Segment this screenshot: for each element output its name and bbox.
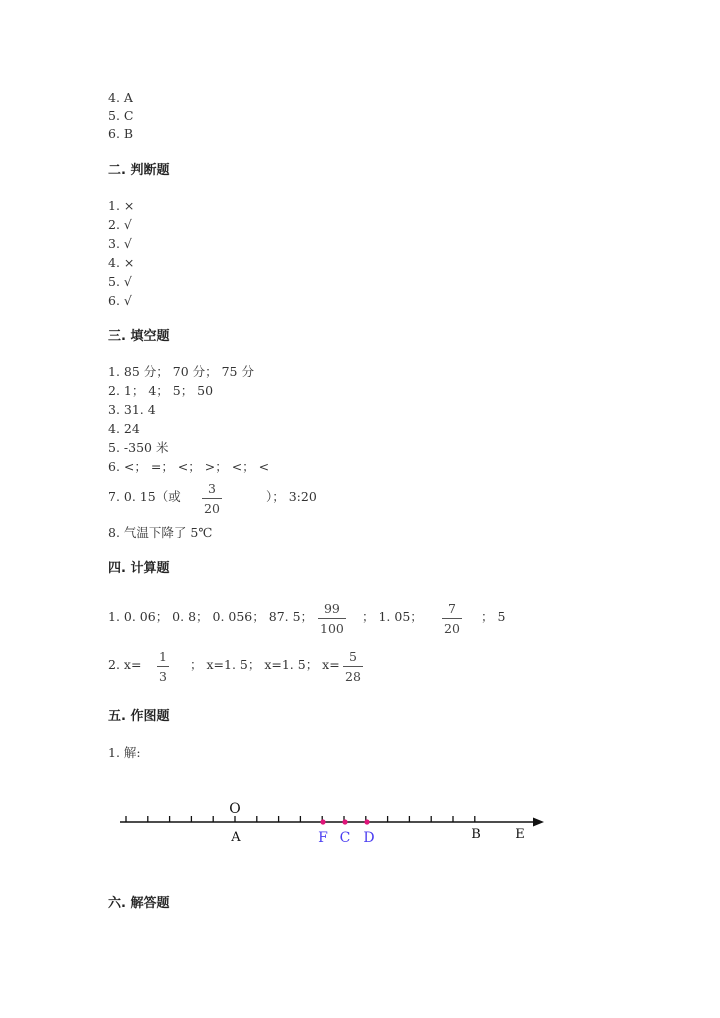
label-E: E xyxy=(515,827,525,842)
choice-answer-6: 6. B xyxy=(108,126,134,141)
section-title-fill-blank: 三. 填空题 xyxy=(108,329,170,344)
fraction-numerator: 7 xyxy=(447,601,456,616)
fill-answer: 4. 24 xyxy=(108,421,140,436)
fill-answer: 3. 31. 4 xyxy=(108,402,156,417)
label-C: C xyxy=(339,830,351,846)
fraction-numerator: 5 xyxy=(348,649,357,664)
calc-line1-prefix: 1. 0. 06； 0. 8； 0. 056； 87. 5； xyxy=(108,609,314,624)
judgement-answer: 2. √ xyxy=(108,217,132,232)
fill-answer: 1. 85 分； 70 分； 75 分 xyxy=(108,364,254,379)
judgement-answer: 4. × xyxy=(108,255,135,270)
fraction-numerator: 3 xyxy=(207,481,216,496)
number-line-diagram xyxy=(0,795,720,865)
fill-answer-7-prefix: 7. 0. 15（或 xyxy=(108,489,181,504)
fraction-denominator: 20 xyxy=(442,618,462,636)
choice-answer-5: 5. C xyxy=(108,108,134,123)
choice-answer-4: 4. A xyxy=(108,90,133,105)
fraction-1-3 xyxy=(157,649,169,684)
section-title-solution: 六. 解答题 xyxy=(108,896,170,911)
label-F: F xyxy=(318,830,328,846)
judgement-answer: 3. √ xyxy=(108,236,132,251)
label-B: B xyxy=(471,827,481,842)
drawing-answer-1: 1. 解: xyxy=(108,745,141,760)
fraction-3-20 xyxy=(202,481,222,516)
point-F-marker xyxy=(320,819,325,824)
calc-line1-middle: ； 1. 05； xyxy=(362,609,423,624)
fraction-7-20 xyxy=(442,601,462,636)
arrow-head-icon xyxy=(533,818,544,827)
label-D: D xyxy=(363,830,375,846)
calc-line2-prefix: 2. x= xyxy=(108,657,142,672)
fraction-numerator: 99 xyxy=(323,601,340,616)
fraction-5-28 xyxy=(343,649,363,684)
fill-answer-8: 8. 气温下降了 5℃ xyxy=(108,525,213,540)
calc-line2-middle: ； x=1. 5； x=1. 5； x= xyxy=(190,657,340,672)
number-line-ticks xyxy=(126,816,475,822)
section-title-drawing: 五. 作图题 xyxy=(108,709,170,724)
fraction-denominator: 100 xyxy=(318,618,346,636)
fraction-denominator: 3 xyxy=(157,666,169,684)
label-O: O xyxy=(229,801,241,817)
fraction-denominator: 20 xyxy=(202,498,222,516)
point-D-marker xyxy=(364,819,369,824)
fill-answer-7-suffix: ）； 3:20 xyxy=(266,489,317,504)
section-title-judgement: 二. 判断题 xyxy=(108,163,170,178)
judgement-answer: 5. √ xyxy=(108,274,132,289)
fill-answer: 2. 1； 4； 5； 50 xyxy=(108,383,214,398)
fraction-99-100 xyxy=(318,601,346,636)
point-C-marker xyxy=(342,819,347,824)
judgement-answer: 6. √ xyxy=(108,293,132,308)
calc-line1-suffix: ； 5 xyxy=(481,609,506,624)
fraction-denominator: 28 xyxy=(343,666,363,684)
label-A: A xyxy=(231,830,241,845)
fraction-numerator: 1 xyxy=(159,649,167,664)
fill-answer: 6. <； =； <； >； <； < xyxy=(108,459,270,474)
judgement-answer: 1. × xyxy=(108,198,135,213)
section-title-calculation: 四. 计算题 xyxy=(108,561,170,576)
fill-answer: 5. -350 米 xyxy=(108,440,169,455)
